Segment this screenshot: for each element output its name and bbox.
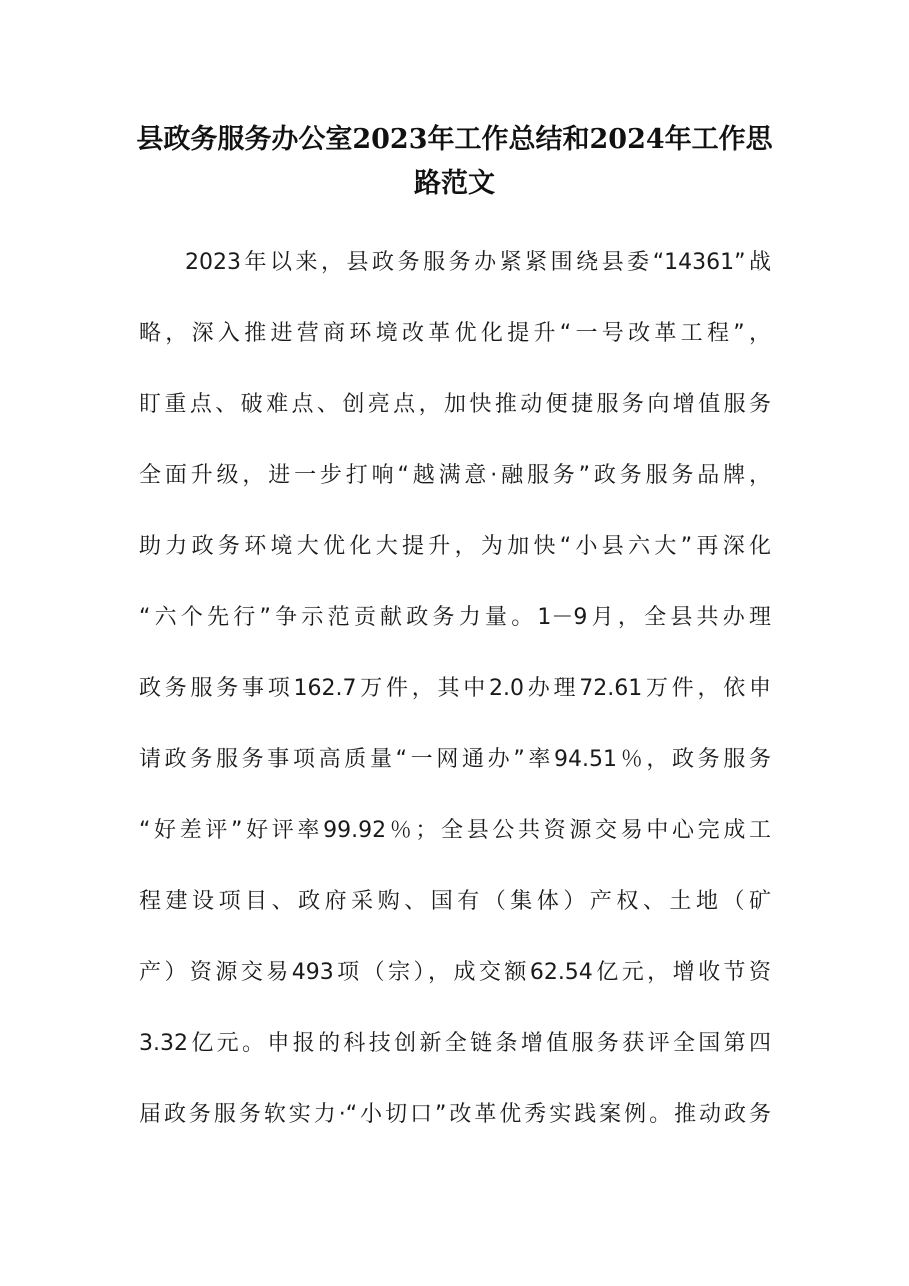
body-line-8: 请政务服务事项高质量“一网通办”率94.51％，政务服务 [139, 747, 771, 772]
body-line-12: 3.32亿元。申报的科技创新全链条增值服务获评全国第四 [139, 1031, 771, 1056]
document-title [120, 118, 789, 206]
body-line-4: 全面升级，进一步打响“越满意·融服务”政务服务品牌， [139, 463, 771, 488]
body-line-5: 助力政务环境大优化大提升，为加快“小县六大”再深化 [139, 534, 771, 559]
body-line-7: 政务服务事项162.7万件，其中2.0办理72.61万件，依申 [139, 676, 771, 701]
document-title-line-1: 县政务服务办公室2023年工作总结和2024年工作思 [136, 124, 773, 155]
body-line-11: 产）资源交易493项（宗），成交额62.54亿元，增收节资 [139, 960, 771, 985]
document-body [139, 227, 771, 1150]
body-line-10: 程建设项目、政府采购、国有（集体）产权、土地（矿 [139, 889, 771, 914]
body-line-13: 届政务服务软实力·“小切口”改革优秀实践案例。推动政务 [139, 1102, 771, 1127]
body-line-2: 略，深入推进营商环境改革优化提升“一号改革工程”， [139, 321, 771, 346]
document-title-line-2: 路范文 [414, 168, 495, 199]
body-line-6: “六个先行”争示范贡献政务力量。1－9月，全县共办理 [139, 605, 771, 630]
body-line-1: 2023年以来，县政务服务办紧紧围绕县委“14361”战 [185, 250, 771, 275]
body-line-9: “好差评”好评率99.92％；全县公共资源交易中心完成工 [139, 818, 771, 843]
body-line-3: 盯重点、破难点、创亮点，加快推动便捷服务向增值服务 [139, 392, 771, 417]
